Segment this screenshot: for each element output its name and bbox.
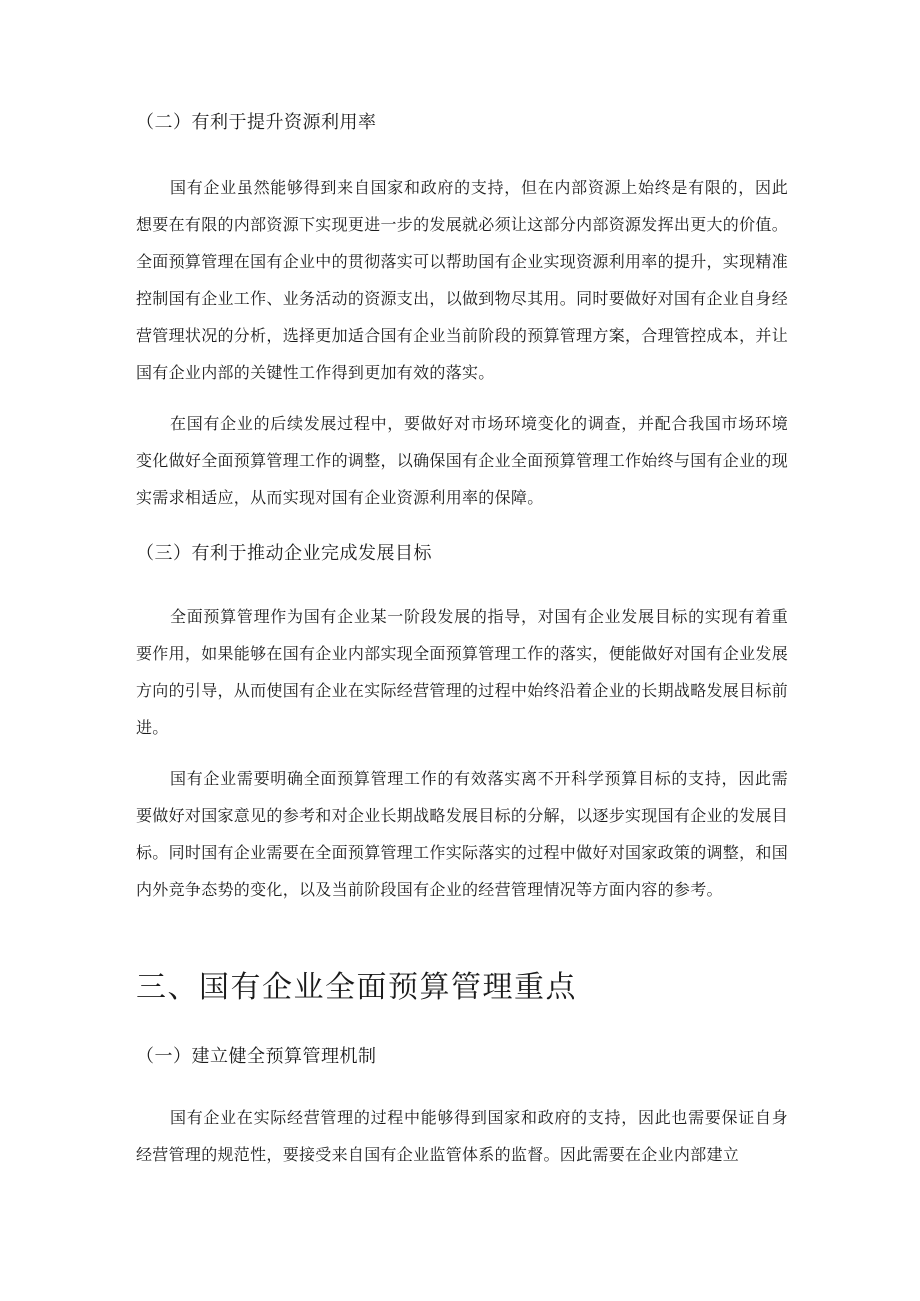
paragraph: 国有企业需要明确全面预算管理工作的有效落实离不开科学预算目标的支持，因此需要做好对国家意见的参考和对企业长期战略发展目标的分解，以逐步实现国有企业的发展目标。同时国有企业需要在全面预算管理工作实际落实的过程中做好对国家政策的调整，和国内外竞争态势的变化，以及当前阶段国有企业的经营管理情况等方面内容的参考。 xyxy=(136,769,789,899)
paragraph: 在国有企业的后续发展过程中，要做好对市场环境变化的调查，并配合我国市场环境变化做好全面预算管理工作的调整，以确保国有企业全面预算管理工作始终与国有企业的现实需求相适应，从而实现对国有企业资源利用率的保障。 xyxy=(136,414,789,507)
paragraph: 国有企业虽然能够得到来自国家和政府的支持，但在内部资源上始终是有限的，因此想要在有限的内部资源下实现更进一步的发展就必须让这部分内部资源发挥出更大的价值。全面预算管理在国有企业中的贯彻落实可以帮助国有企业实现资源利用率的提升，实现精准控制国有企业工作、业务活动的资源支出，以做到物尽其用。同时要做好对国有企业自身经营管理状况的分析，选择更加适合国有企业当前阶段的预算管理方案，合理管控成本，并让国有企业内部的关键性工作得到更加有效的落实。 xyxy=(136,178,789,382)
chapter-title: 三、国有企业全面预算管理重点 xyxy=(136,970,577,1005)
section-heading-2: （二）有利于提升资源利用率 xyxy=(136,112,377,133)
section-heading-3: （三）有利于推动企业完成发展目标 xyxy=(136,543,432,564)
section-heading-1: （一）建立健全预算管理机制 xyxy=(136,1046,377,1067)
paragraph: 国有企业在实际经营管理的过程中能够得到国家和政府的支持，因此也需要保证自身经营管理的规范性，要接受来自国有企业监管体系的监督。因此需要在企业内部建立 xyxy=(136,1108,788,1164)
paragraph: 全面预算管理作为国有企业某一阶段发展的指导，对国有企业发展目标的实现有着重要作用，如果能够在国有企业内部实现全面预算管理工作的落实，便能做好对国有企业发展方向的引导，从而使国有企业在实际经营管理的过程中始终沿着企业的长期战略发展目标前进。 xyxy=(136,607,789,737)
